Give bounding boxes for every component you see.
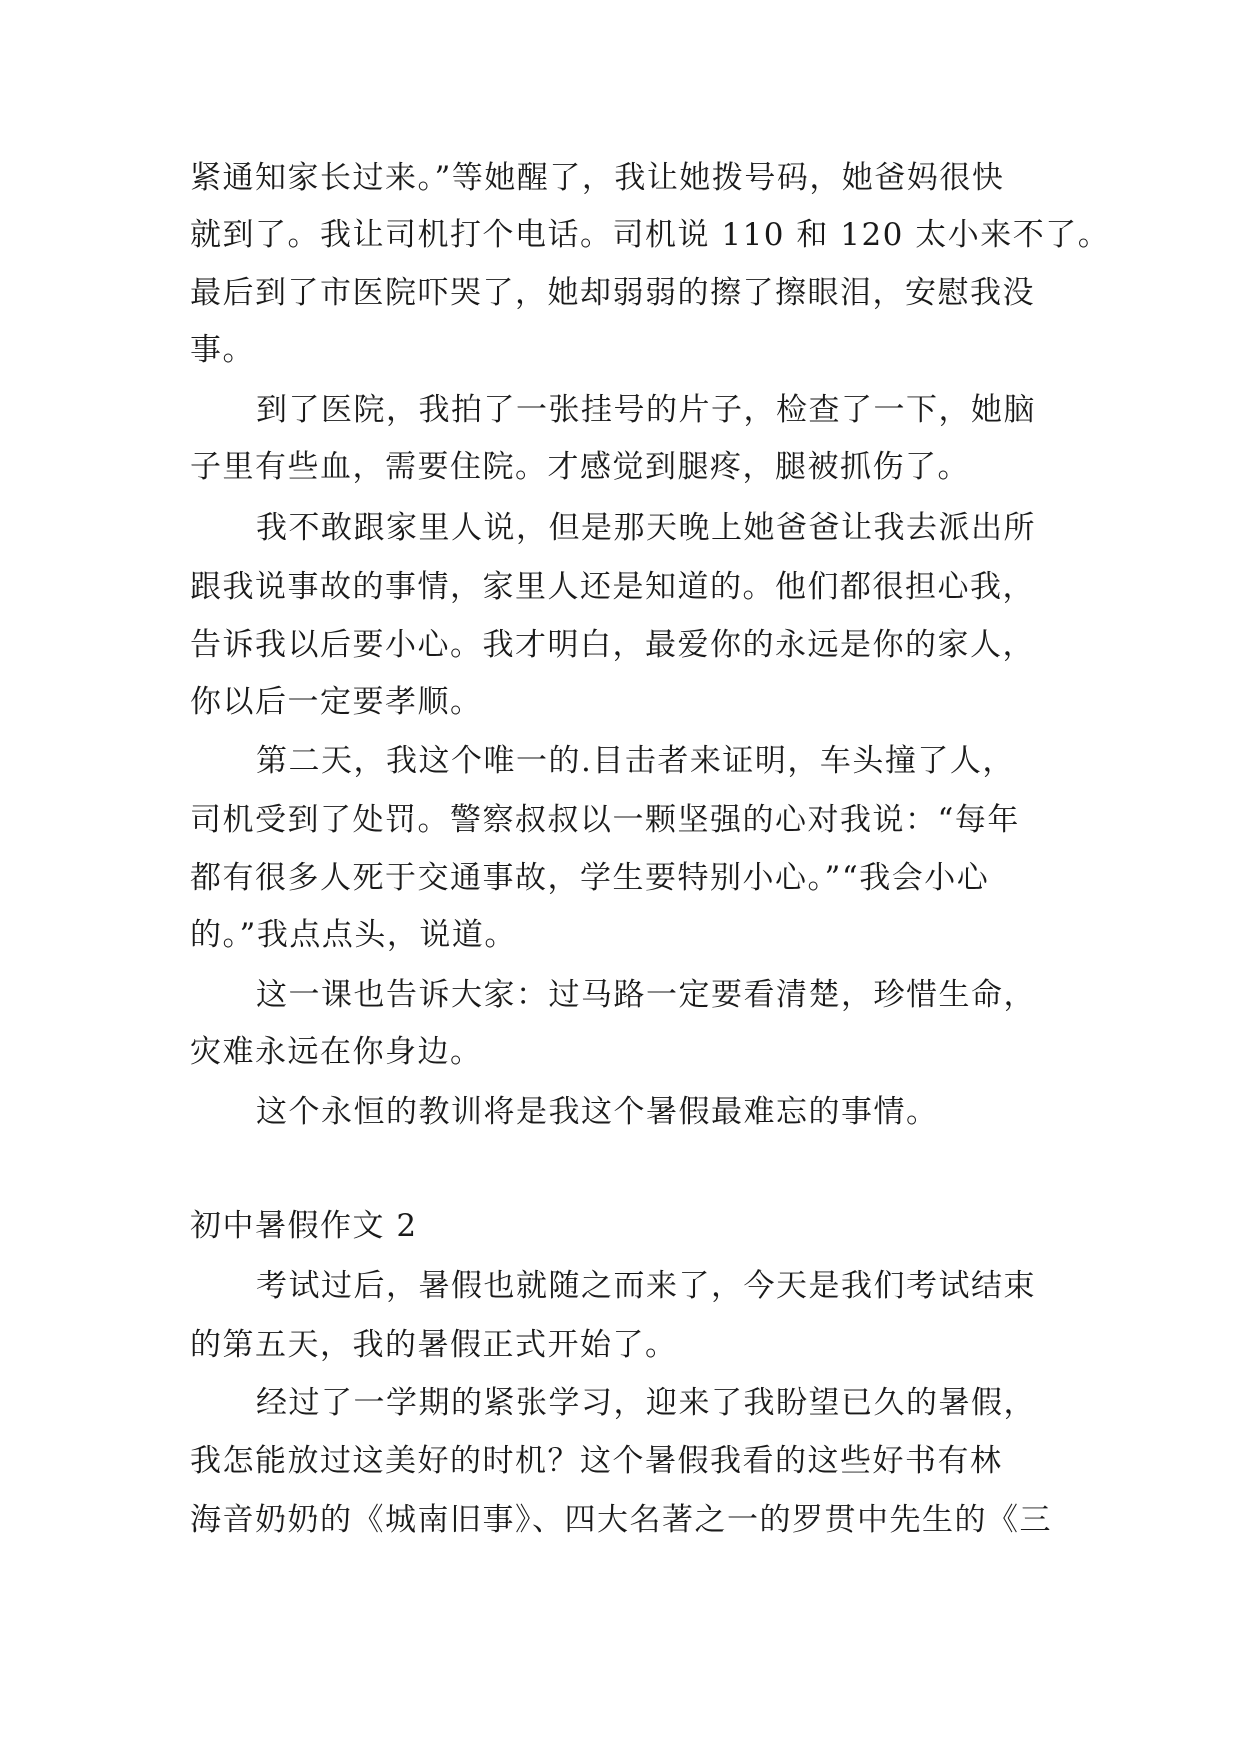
text-line: 紧通知家长过来。”等她醒了，我让她拨号码，她爸妈很快 [190, 160, 1005, 196]
text-line: 都有很多人死于交通事故，学生要特别小心。”“我会小心 [190, 860, 990, 896]
text-line: 司机受到了处罚。警察叔叔以一颗坚强的心对我说：“每年 [190, 802, 1020, 838]
text-line: 第二天，我这个唯一的.目击者来证明，车头撞了人， [256, 743, 1015, 779]
text-line: 海音奶奶的《城南旧事》、四大名著之一的罗贯中先生的《三 [190, 1502, 1052, 1538]
text-line: 最后到了市医院吓哭了，她却弱弱的擦了擦眼泪，安慰我没 [190, 275, 1035, 311]
text-line: 灾难永远在你身边。 [190, 1034, 483, 1070]
text-line: 经过了一学期的紧张学习，迎来了我盼望已久的暑假， [256, 1385, 1036, 1421]
text-line: 考试过后，暑假也就随之而来了，今天是我们考试结束 [256, 1268, 1036, 1304]
text-line: 我怎能放过这美好的时机？这个暑假我看的这些好书有林 [190, 1443, 1003, 1479]
text-line: 你以后一定要孝顺。 [190, 684, 483, 720]
text-line: 这一课也告诉大家：过马路一定要看清楚，珍惜生命， [256, 977, 1036, 1013]
text-line: 到了医院，我拍了一张挂号的片子，检查了一下，她脑 [256, 392, 1036, 428]
text-line: 我不敢跟家里人说，但是那天晚上她爸爸让我去派出所 [256, 510, 1036, 546]
text-line: 这个永恒的教训将是我这个暑假最难忘的事情。 [256, 1094, 939, 1130]
text-line: 的第五天，我的暑假正式开始了。 [190, 1327, 678, 1363]
text-line: 跟我说事故的事情，家里人还是知道的。他们都很担心我， [190, 569, 1035, 605]
text-line: 子里有些血，需要住院。才感觉到腿疼，腿被抓伤了。 [190, 449, 970, 485]
text-line: 告诉我以后要小心。我才明白，最爱你的永远是你的家人， [190, 627, 1035, 663]
text-line: 事。 [190, 332, 255, 368]
section-title: 初中暑假作文 2 [190, 1208, 418, 1244]
text-line: 就到了。我让司机打个电话。司机说 110 和 120 太小来不了。 [190, 217, 1111, 253]
text-line: 的。”我点点头，说道。 [190, 917, 517, 953]
